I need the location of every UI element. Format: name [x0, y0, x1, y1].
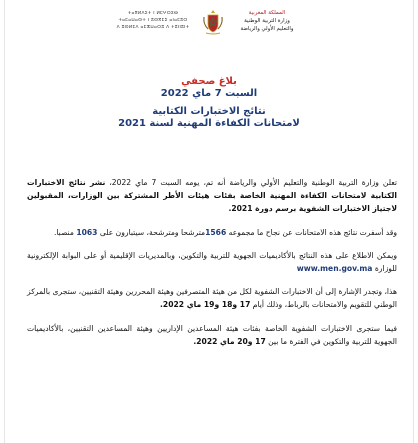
press-release-page: [4, 0, 414, 443]
tifinagh-line-1: ⵜⴰⴳⵍⴷⵉⵜ ⵏ ⵍⵎⵖⵔⵉⴱ: [127, 11, 179, 16]
paragraph-3: [27, 249, 397, 275]
tifinagh-line-3: ⴷ ⵓⵙⵍⵎⴷ ⴰⵎⵣⵡⴰⵔⵓ ⴷ ⵜⵓⵏⵏⵓⵏⵜ: [116, 25, 190, 31]
press-release-body: [27, 176, 397, 358]
headline-line-2: لامتحانات الكفاءة المهنية لسنة 2021: [118, 118, 300, 129]
p3-text: ويمكن الاطلاع على هذه النتائج بالأكاديميات الجهوية للتربية والتكوين، وبالمديريات الإقليمية أو على البوابة الإلكترونية للوزارة: [27, 250, 397, 274]
p4-text: هذا، وتجدر الإشارة إلى أن الاختبارات الشفوية لكل من هيئة المتصرفين وهيئة المحررين وهيئة التقنيين، ستجرى بالمركز الوطني للتقويم والامتحانات بالرباط، وذلك أيام: [27, 287, 397, 310]
positions-count: 1063: [76, 227, 98, 237]
release-date: السبت 7 ماي 2022: [160, 88, 258, 99]
title-block: [5, 76, 413, 130]
p2-text-c: منصبا.: [53, 227, 77, 237]
p1-intro: تعلن وزارة التربية الوطنية والتعليم الأولي والرياضة أنه تم، يومه السبت 7 ماي 2022،: [105, 178, 397, 187]
p2-text-b: مترشحا ومترشحة، سيتبارون على: [97, 227, 206, 237]
tifinagh-line-2: ⵜⴰⵎⴰⵡⴰⵙⵜ ⵏ ⵓⵙⴳⵎⵉ ⴰⵏⴰⵎⵓⵔ: [118, 18, 188, 24]
p2-text-a: وقد أسفرت نتائج هذه الامتحانات عن نجاح ما مجموعه: [226, 227, 397, 237]
ministry-name-line-1: وزارة التربية الوطنية: [244, 18, 290, 25]
kingdom-name: المملكة المغربية: [248, 10, 286, 16]
tifinagh-header: [97, 10, 209, 32]
ministry-website-link[interactable]: www.men.gov.ma: [296, 264, 373, 274]
p1-bold: نشر نتائج الاختبارات الكتابية لامتحانات الكفاءة المهنية الخاصة بفئات هيئات الأطر المشتركة بين الوزارات، المقبولين لاجتياز الاختبارات الشفوية برسم دورة 2021.: [27, 178, 397, 214]
press-release-label: بلاغ صحفي: [181, 76, 237, 87]
paragraph-5: [27, 322, 397, 348]
paragraph-4: [27, 285, 397, 311]
paragraph-1: [27, 176, 397, 216]
arabic-header: [215, 9, 319, 34]
ministry-name-line-2: والتعليم الأولي والرياضة: [240, 26, 294, 33]
letterhead: [5, 6, 413, 54]
headline-line-1: نتائج الاختبارات الكتابية: [152, 106, 266, 117]
p5-text: فيما ستجرى الاختبارات الشفوية الخاصة بفئات هيئة المساعدين الإداريين وهيئة المساعدين التقنيين، بالأكاديميات الجهوية للتربية والتكوين في الفترة ما بين: [27, 323, 397, 346]
paragraph-2: [27, 226, 397, 239]
oral-exam-dates-1: 17 و18 و19 ماي 2022.: [160, 300, 251, 310]
oral-exam-dates-2: 17 و20 ماي 2022.: [193, 336, 266, 346]
successful-candidates-count: 1566: [205, 227, 227, 237]
